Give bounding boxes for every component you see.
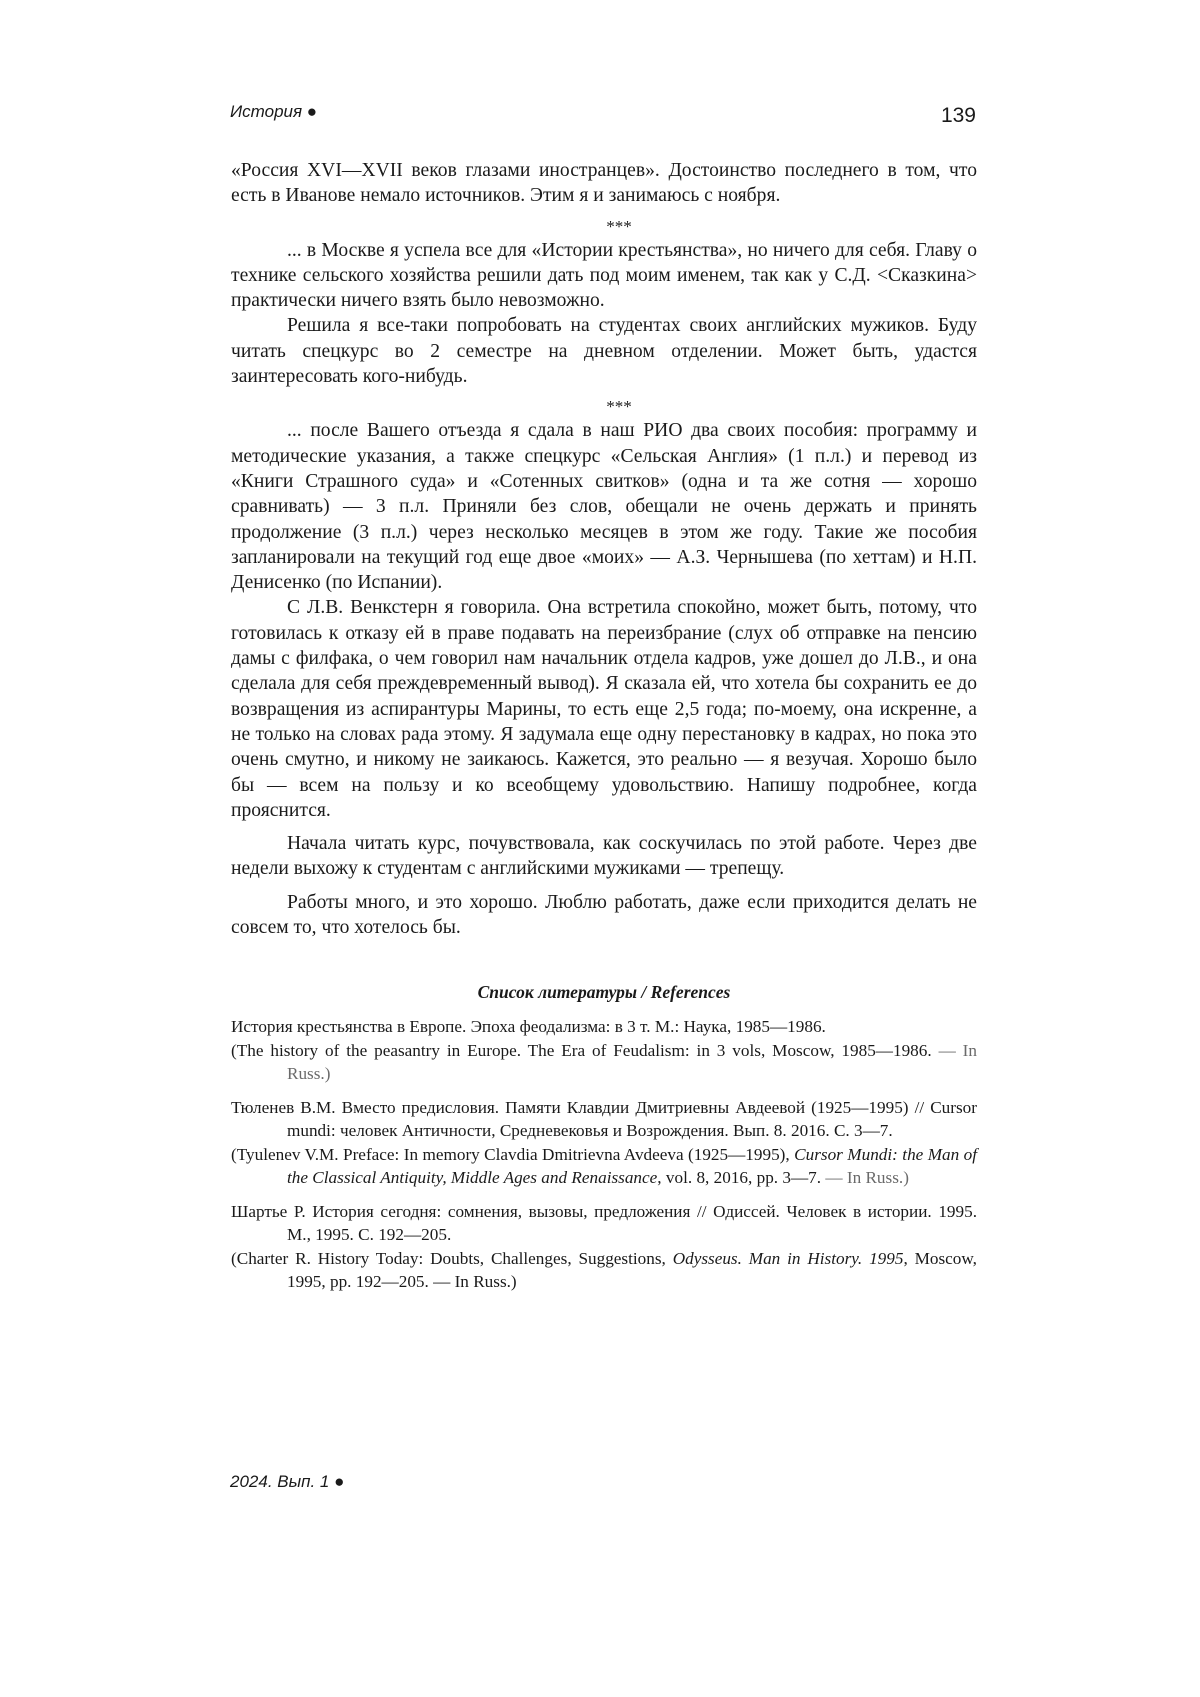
- reference-3-en-details: , Moscow, 1995, pp. 192—205. — In Russ.): [287, 1248, 977, 1292]
- paragraph-7: Работы много, и это хорошо. Люблю работать, даже если приходится делать не совсем то, что хотелось бы.: [231, 891, 977, 939]
- article-body: [231, 158, 977, 1294]
- paragraph-5: С Л.В. Венкстерн я говорила. Она встретила спокойно, может быть, потому, что готовилась к отказу ей в праве подавать на переизбрание (слух об отправке на пенсию дамы с филфака, о чем говорил нам начальник отдела кадров, уже дошел до Л.В., и она сделала для себя преждевременный вывод). Я сказала ей, что хотела бы сохранить ее до возвращения из аспирантуры Марины, то есть еще 2,5 года; по-моему, она искренне, а не только на словах рада этому. Я задумала еще одну перестановку в кадрах, но пока это очень смутно, и никому не заикаюсь. Кажется, это реально — я везучая. Хорошо было бы — всем на пользу и ко всеобщему удовольствию. Напишу подробнее, когда прояснится.: [231, 597, 977, 821]
- paragraph-6: Начала читать курс, почувствовала, как соскучилась по этой работе. Через две недели выхожу к студентам с английскими мужиками — трепещу.: [231, 833, 977, 880]
- reference-2-en-details: , vol. 8, 2016, pp. 3—7.: [657, 1168, 822, 1188]
- reference-3-en-author: (Charter R. History Today: Doubts, Challenges, Suggestions,: [231, 1248, 673, 1268]
- page-number: 139: [940, 104, 976, 127]
- paragraph-2: ... в Москве я успела все для «Истории крестьянства», но ничего для себя. Главу о технике сельского хозяйства решили дать под моим именем, так как у С.Д. <Сказкина> практически ничего взять было невозможно.: [231, 239, 977, 312]
- reference-2-ru: Тюленев В.М. Вместо предисловия. Памяти Клавдии Дмитриевны Авдеевой (1925—1995) // Cursor mundi: человек Античности, Средневековья и Возрождения. Вып. 8. 2016. С. 3—7.: [231, 1097, 977, 1141]
- references-title: Список литературы / References: [477, 982, 731, 1003]
- issue-footer: 2024. Вып. 1 ●: [230, 1472, 345, 1491]
- running-head: История ●: [230, 102, 318, 121]
- reference-1-en: [231, 1039, 977, 1086]
- reference-2-en-lang: — In Russ.): [825, 1168, 909, 1188]
- reference-3-en: [231, 1247, 977, 1294]
- section-separator-2: ***: [606, 397, 632, 417]
- reference-1-en-lang: — In Russ.): [287, 1040, 977, 1084]
- reference-1-en-text: (The history of the peasantry in Europe. The Era of Feudalism: in 3 vols, Moscow, 1985—1986.: [231, 1040, 932, 1060]
- paragraph-4: ... после Вашего отъезда я сдала в наш РИО два своих пособия: программу и методические указания, а также спецкурс «Сельская Англия» (1 п.л.) и перевод из «Книги Страшного суда» и «Сотенных свитков» (одна и та же сотня — хорошо сравнивать) — 3 п.л. Приняли без слов, обещали не очень держать и принять продолжение (3 п.л.) через несколько месяцев в этом же году. Такие же пособия запланировали на текущий год еще двое «моих» — А.З. Чернышева (по хеттам) и Н.П. Денисенко (по Испании).: [231, 420, 977, 594]
- paragraph-1: «Россия XVI—XVII веков глазами иностранцев». Достоинство последнего в том, что есть в Иванове немало источников. Этим я и занимаюсь с ноября.: [231, 160, 977, 207]
- reference-3-en-source: Odysseus. Man in History. 1995: [672, 1248, 904, 1268]
- reference-2-en-author: (Tyulenev V.M. Preface: In memory Clavdia Dmitrievna Avdeeva (1925—1995),: [231, 1144, 795, 1164]
- reference-2-en: [231, 1143, 977, 1190]
- reference-1-ru: История крестьянства в Европе. Эпоха феодализма: в 3 т. М.: Наука, 1985—1986.: [231, 1017, 826, 1037]
- reference-2-en-source: Cursor Mundi: the Man of the Classical Antiquity, Middle Ages and Renaissance: [287, 1144, 978, 1188]
- section-separator-1: ***: [606, 216, 632, 236]
- reference-3-ru: Шартье Р. История сегодня: сомнения, вызовы, предложения // Одиссей. Человек в истории. 1995. М., 1995. С. 192—205.: [231, 1201, 977, 1245]
- paragraph-3: Решила я все-таки попробовать на студентах своих английских мужиков. Буду читать спецкурс во 2 семестре на дневном отделении. Может быть, удастся заинтересовать кого-нибудь.: [231, 315, 977, 388]
